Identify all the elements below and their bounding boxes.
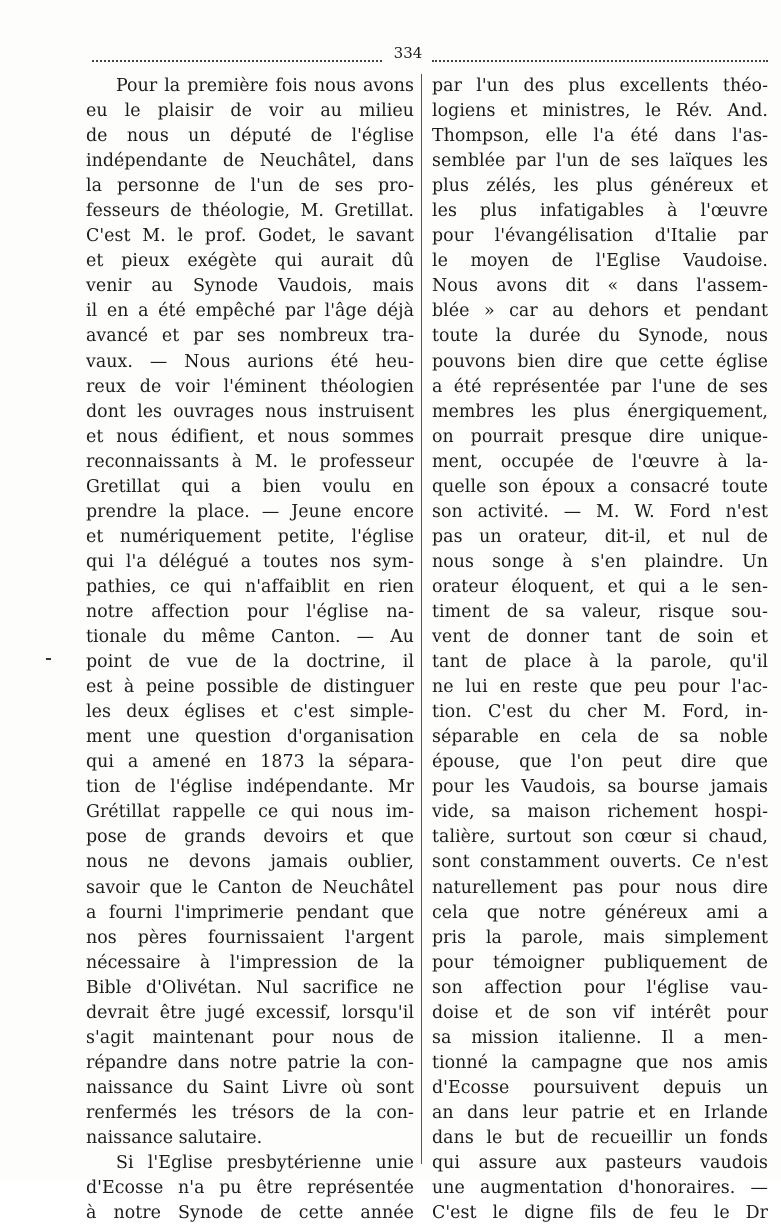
text-line: pour les Vaudois, sa bourse jamais <box>432 777 768 798</box>
text-line: orateur éloquent, et qui a le sen- <box>432 576 768 597</box>
text-line: timent de sa valeur, risque sou- <box>432 601 768 622</box>
text-line: naissance salutaire. <box>86 1127 263 1148</box>
text-line: point de vue de la doctrine, il <box>86 652 414 673</box>
text-line: pas un orateur, dit-il, et nul de <box>432 526 768 547</box>
text-line: vide, sa maison richement hospi- <box>432 802 768 823</box>
text-line: d'Ecosse poursuivent depuis un <box>432 1077 768 1098</box>
text-line: Thompson, elle l'a été dans l'as- <box>432 126 768 147</box>
text-line: tion de l'église indépendante. Mr <box>86 777 414 798</box>
text-line: son affection pour l'église vau- <box>432 977 768 998</box>
text-line: la personne de l'un de ses pro- <box>86 176 414 197</box>
text-line: semblée par l'un de ses laïques les <box>432 151 768 172</box>
text-line: C'est le digne fils de feu le Dr <box>432 1203 768 1224</box>
text-line: pour témoigner publiquement de <box>432 952 768 973</box>
text-line: quelle son époux a consacré toute <box>432 476 768 497</box>
header-rule-right <box>432 48 768 62</box>
text-line: talière, surtout son cœur si chaud, <box>432 827 768 848</box>
text-line: sa mission italienne. Il a men- <box>432 1027 768 1048</box>
text-line: notre affection pour l'église na- <box>86 601 414 622</box>
text-line: sont constamment ouverts. Ce n'est <box>432 852 768 873</box>
text-line: indépendante de Neuchâtel, dans <box>86 151 414 172</box>
text-line: qui a amené en 1873 la sépara- <box>86 752 414 773</box>
text-line: C'est M. le prof. Godet, le savant <box>86 226 414 247</box>
text-line: naturellement pas pour nous dire <box>432 877 768 898</box>
text-line: s'agit maintenant pour nous de <box>86 1027 414 1048</box>
text-line: épouse, que l'on peut dire que <box>432 752 768 773</box>
text-line: nous ne devons jamais oublier, <box>86 852 414 873</box>
text-line: Bible d'Olivétan. Nul sacrifice ne <box>86 977 414 998</box>
text-line: reux de voir l'éminent théologien <box>86 376 414 397</box>
text-line: répandre dans notre patrie la con- <box>86 1052 414 1073</box>
text-line: nous songe à s'en plaindre. Un <box>432 551 768 572</box>
text-line: pose de grands devoirs et que <box>86 827 414 848</box>
text-line: a fourni l'imprimerie pendant que <box>86 902 414 923</box>
text-line: on pourrait presque dire unique- <box>432 426 768 447</box>
text-line: Grétillat rappelle ce qui nous im- <box>86 802 414 823</box>
text-line: et numériquement petite, l'église <box>86 526 414 547</box>
text-line: renfermés les trésors de la con- <box>86 1102 414 1123</box>
text-line: membres les plus énergiquement, <box>432 401 768 422</box>
text-line: naissance du Saint Livre où sont <box>86 1077 414 1098</box>
text-line: ment une question d'organisation <box>86 727 414 748</box>
text-line: plus zélés, les plus généreux et <box>432 176 768 197</box>
left-column <box>86 74 414 1226</box>
text-line: Gretillat qui a bien voulu en <box>86 476 414 497</box>
page-number: 334 <box>393 44 423 62</box>
text-line: ne lui en reste que peu pour l'ac- <box>432 677 768 698</box>
text-line: qui l'a délégué a toutes nos sym- <box>86 551 414 572</box>
text-line: dont les ouvrages nous instruisent <box>86 401 414 422</box>
text-line: les deux églises et c'est simple- <box>86 702 414 723</box>
text-line: Pour la première fois nous avons <box>116 76 414 96</box>
text-line: dans le but de recueillir un fonds <box>432 1127 768 1148</box>
text-line: nécessaire à l'impression de la <box>86 952 414 973</box>
text-line: le moyen de l'Eglise Vaudoise. <box>432 251 768 272</box>
text-line: est à peine possible de distinguer <box>86 677 414 698</box>
text-line: a été représentée par l'une de ses <box>432 376 768 397</box>
text-line: prendre la place. — Jeune encore <box>86 501 414 522</box>
text-line: cela que notre généreux ami a <box>432 902 768 923</box>
text-line: logiens et ministres, le Rév. And. <box>432 101 768 122</box>
margin-mark <box>46 658 51 660</box>
text-line: reconnaissants à M. le professeur <box>86 451 414 472</box>
header-rule-left <box>92 48 382 62</box>
text-line: doise et de son vif intérêt pour <box>432 1002 768 1023</box>
text-line: à notre Synode de cette année <box>86 1203 414 1224</box>
text-line: pouvons bien dire que cette église <box>432 351 768 372</box>
text-line: eu le plaisir de voir au milieu <box>86 101 414 122</box>
text-line: tionale du même Canton. — Au <box>86 627 414 648</box>
right-column <box>432 74 768 1226</box>
text-line: pour l'évangélisation d'Italie par <box>432 226 768 247</box>
text-line: tionné la campagne que nos amis <box>432 1052 768 1073</box>
text-line: tant de place à la parole, qu'il <box>432 652 768 673</box>
text-line: toute la durée du Synode, nous <box>432 326 768 347</box>
text-line: séparable en cela de sa noble <box>432 727 768 748</box>
text-line: Si l'Eglise presbytérienne unie <box>116 1153 414 1174</box>
column-divider <box>421 74 422 1164</box>
text-line: blée » car au dehors et pendant <box>432 301 768 322</box>
text-line: ment, occupée de l'œuvre à la- <box>432 451 768 472</box>
text-line: et nous édifient, et nous sommes <box>86 426 414 447</box>
text-line: une augmentation d'honoraires. — <box>432 1178 768 1199</box>
text-line: savoir que le Canton de Neuchâtel <box>86 877 414 898</box>
text-line: les plus infatigables à l'œuvre <box>432 201 768 222</box>
text-line: de nous un député de l'église <box>86 126 414 147</box>
text-line: il en a été empêché par l'âge déjà <box>86 301 414 322</box>
text-line: pathies, ce qui n'affaiblit en rien <box>86 576 414 597</box>
text-line: son activité. — M. W. Ford n'est <box>432 501 768 522</box>
text-line: vaux. — Nous aurions été heu- <box>86 351 414 372</box>
text-line: tion. C'est du cher M. Ford, in- <box>432 702 768 723</box>
text-line: pris la parole, mais simplement <box>432 927 768 948</box>
text-line: vent de donner tant de soin et <box>432 627 768 648</box>
text-line: qui assure aux pasteurs vaudois <box>432 1153 768 1174</box>
text-line: fesseurs de théologie, M. Gretillat. <box>86 201 414 222</box>
text-line: et pieux exégète qui aurait dû <box>86 251 414 272</box>
text-line: nos pères fournissaient l'argent <box>86 927 414 948</box>
text-line: Nous avons dit « dans l'assem- <box>432 276 768 297</box>
text-line: avancé et par ses nombreux tra- <box>86 326 414 347</box>
text-line: an dans leur patrie et en Irlande <box>432 1102 768 1123</box>
text-line: d'Ecosse n'a pu être représentée <box>86 1178 414 1199</box>
text-line: venir au Synode Vaudois, mais <box>86 276 414 297</box>
text-line: devrait être jugé excessif, lorsqu'il <box>86 1002 414 1023</box>
text-line: par l'un des plus excellents théo- <box>432 76 768 96</box>
